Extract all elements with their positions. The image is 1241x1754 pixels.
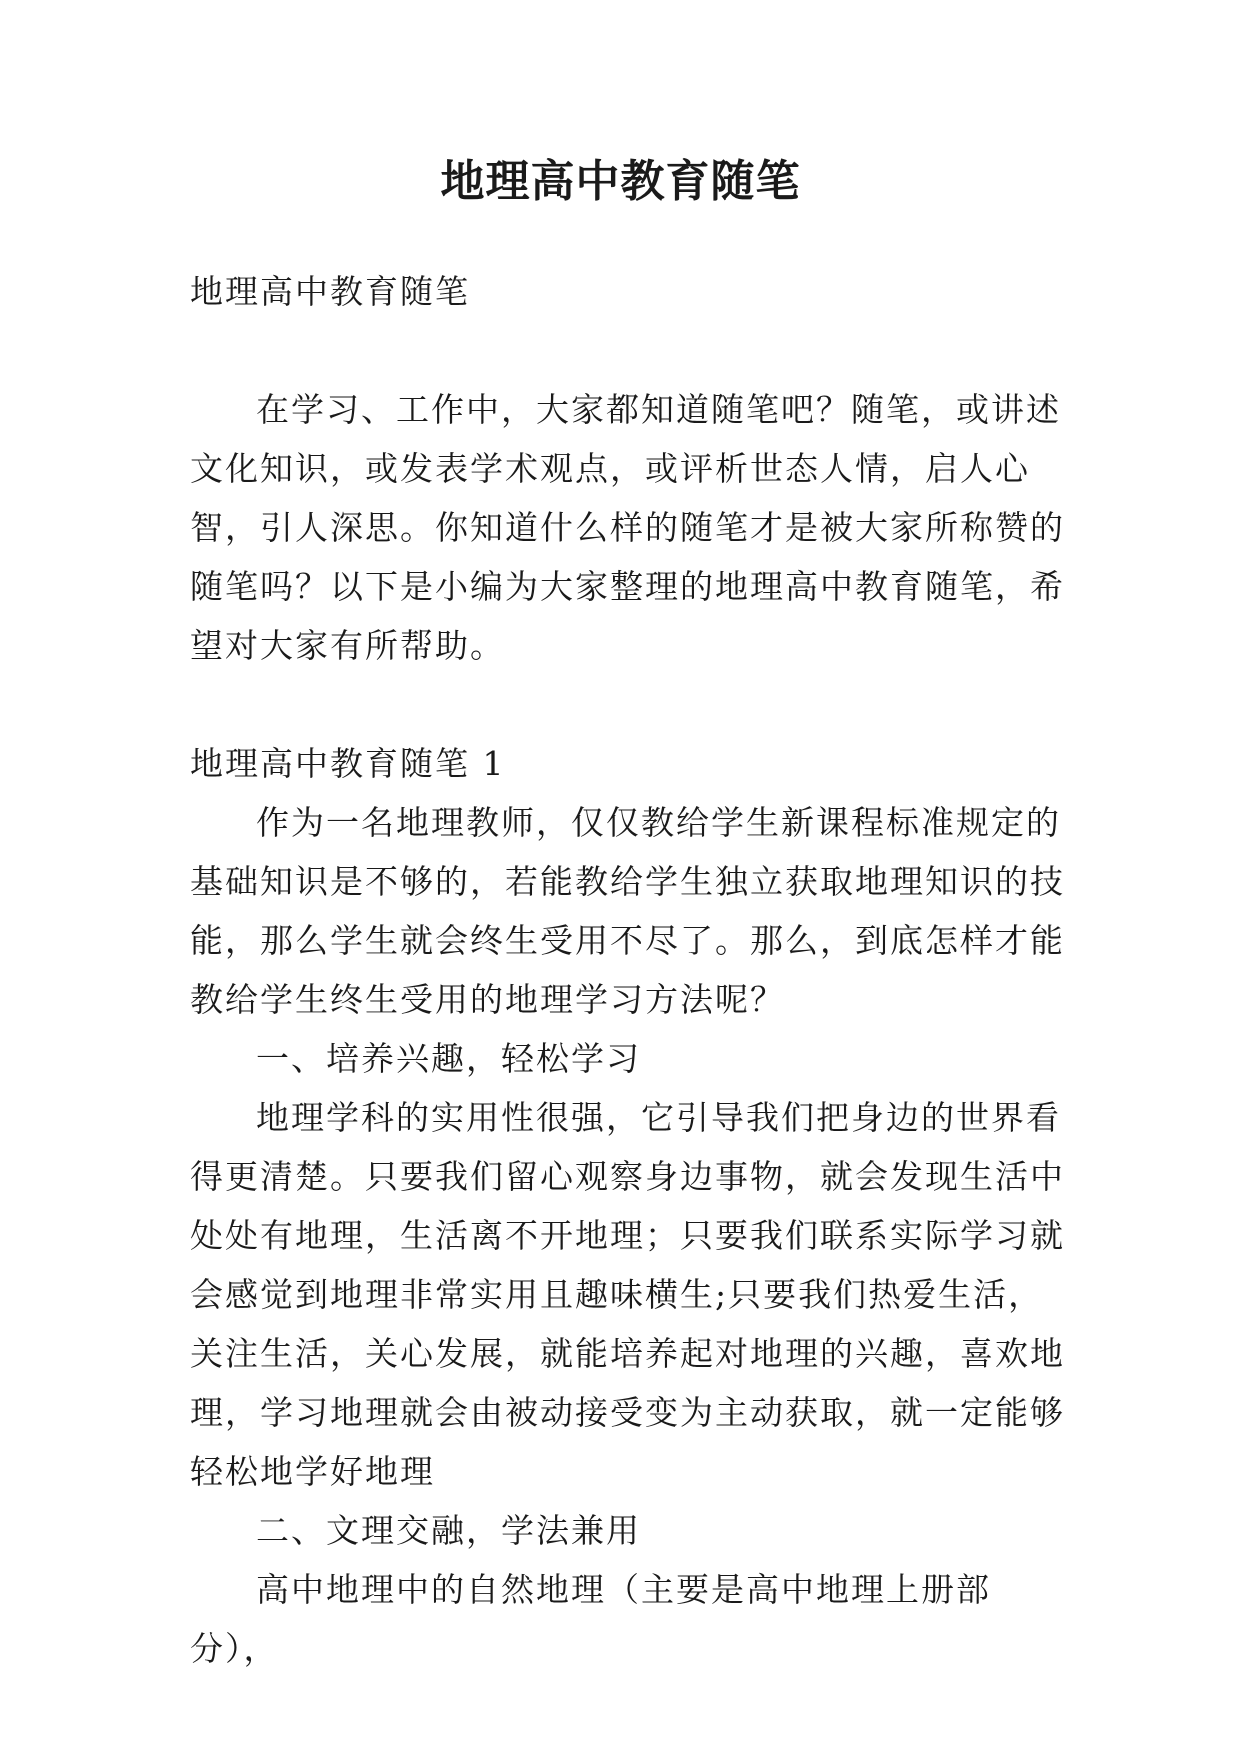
- spacer: [190, 675, 1070, 734]
- point-paragraph: 地理学科的实用性很强，它引导我们把身边的世界看得更清楚。只要我们留心观察身边事物，就会发现生活中处处有地理，生活离不开地理；只要我们联系实际学习就会感觉到地理非常实用且趣味横生;只要我们热爱生活，关注生活，关心发展，就能培养起对地理的兴趣，喜欢地理，学习地理就会由被动接受变为主动获取，就一定能够轻松地学好地理: [190, 1098, 1065, 1491]
- spacer: [190, 321, 1070, 380]
- intro-paragraph: 在学习、工作中，大家都知道随笔吧？随笔，或讲述文化知识，或发表学术观点，或评析世态人情，启人心智，引人深思。你知道什么样的随笔才是被大家所称赞的随笔吗？以下是小编为大家整理的地理高中教育随笔，希望对大家有所帮助。: [190, 390, 1065, 665]
- point-paragraph: 高中地理中的自然地理（主要是高中地理上册部分），: [190, 1570, 991, 1668]
- section-paragraph: 作为一名地理教师，仅仅教给学生新课程标准规定的基础知识是不够的，若能教给学生独立获取地理知识的技能，那么学生就会终生受用不尽了。那么，到底怎样才能教给学生终生受用的地理学习方法呢？: [190, 803, 1065, 1019]
- document-subtitle: 地理高中教育随笔: [190, 272, 470, 311]
- point-heading: 一、培养兴趣，轻松学习: [256, 1039, 641, 1078]
- point-heading: 二、文理交融，学法兼用: [256, 1511, 641, 1550]
- document-title: 地理高中教育随笔: [440, 156, 801, 207]
- section-heading: 地理高中教育随笔 1: [190, 744, 506, 783]
- document-body: [190, 262, 1070, 1678]
